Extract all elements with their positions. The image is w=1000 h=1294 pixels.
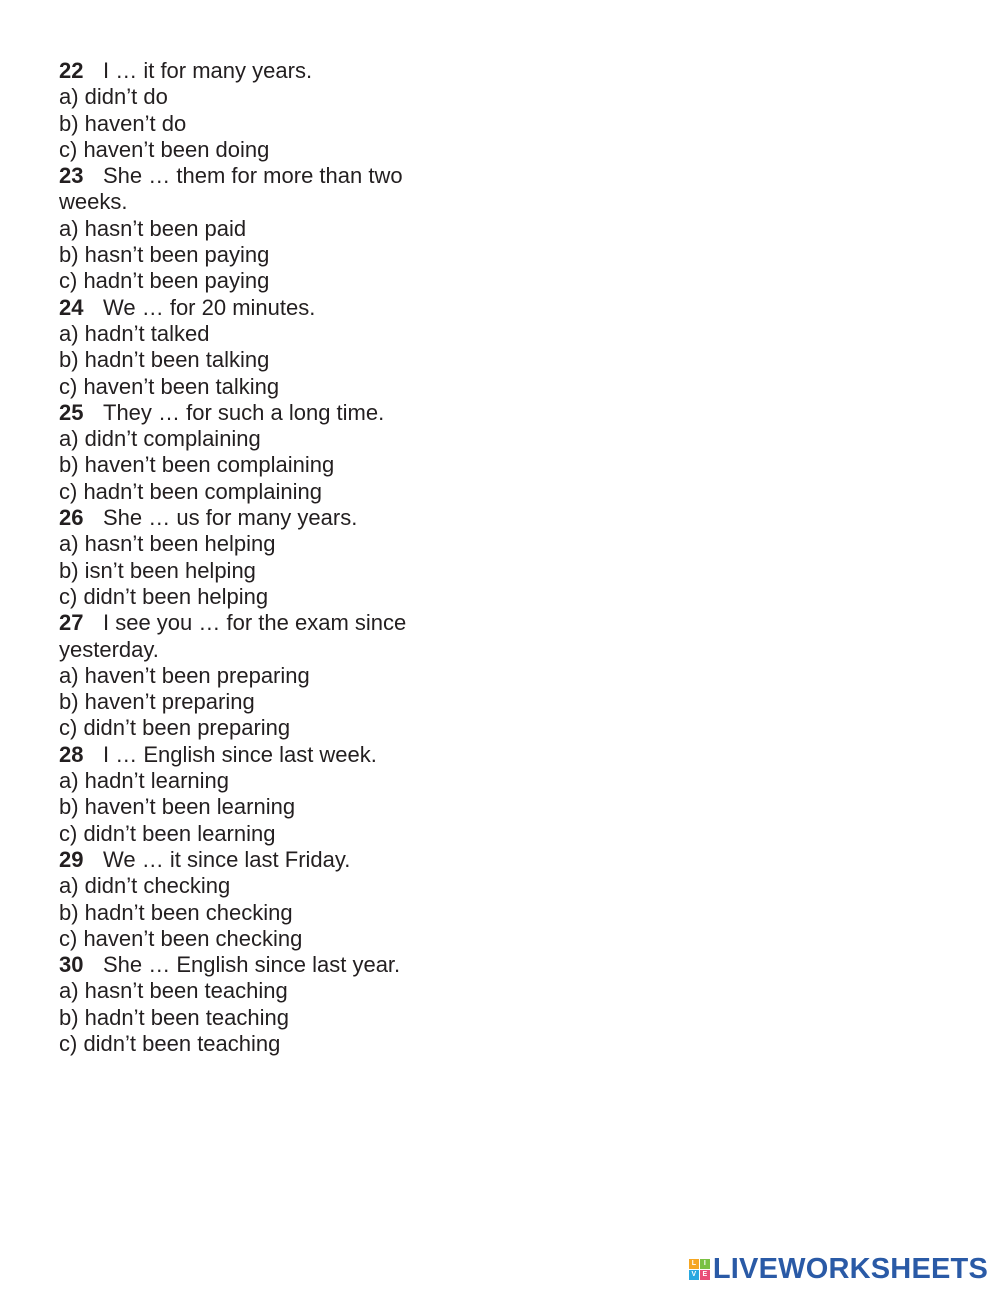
answer-option[interactable]: b) haven’t preparing xyxy=(59,689,255,715)
liveworksheets-logo-text: LIVEWORKSHEETS xyxy=(712,1252,988,1285)
answer-option[interactable]: c) haven’t been talking xyxy=(59,373,280,399)
question-number: 30 xyxy=(59,952,84,978)
question-text: I … it for many years. xyxy=(103,58,313,83)
question-number: 25 xyxy=(59,399,84,425)
question-text-continuation: weeks. xyxy=(59,189,128,215)
question-22 xyxy=(59,58,439,84)
question-number: 29 xyxy=(59,846,84,872)
question-number: 27 xyxy=(59,610,84,636)
question-number: 23 xyxy=(59,163,84,189)
question-28 xyxy=(59,742,439,768)
question-number: 28 xyxy=(59,741,84,767)
answer-option[interactable]: b) isn’t been helping xyxy=(59,557,256,583)
answer-option[interactable]: b) hadn’t been teaching xyxy=(59,1004,289,1030)
logo-mark-square: I xyxy=(700,1259,710,1269)
answer-option[interactable]: b) haven’t been learning xyxy=(59,794,296,820)
answer-option[interactable]: c) didn’t been preparing xyxy=(59,715,291,741)
question-text: I … English since last week. xyxy=(103,741,377,767)
answer-option[interactable]: c) haven’t been doing xyxy=(59,136,270,162)
question-29 xyxy=(59,847,439,873)
answer-option[interactable]: a) didn’t do xyxy=(59,84,168,110)
answer-option[interactable]: b) hadn’t been talking xyxy=(59,347,270,373)
answer-option[interactable]: c) didn’t been learning xyxy=(59,820,276,846)
question-27 xyxy=(59,610,439,636)
logo-mark-square: L xyxy=(689,1259,699,1269)
logo-mark-square: E xyxy=(700,1270,710,1280)
question-25 xyxy=(59,400,439,426)
worksheet-questions xyxy=(59,58,439,1057)
question-number: 24 xyxy=(59,294,84,320)
question-text: She … English since last year. xyxy=(103,952,401,978)
question-text: I see you … for the exam since xyxy=(103,610,407,636)
liveworksheets-logo xyxy=(689,1254,988,1284)
answer-option[interactable]: c) hadn’t been complaining xyxy=(59,478,322,504)
question-text-continuation: yesterday. xyxy=(59,636,159,662)
answer-option[interactable]: c) didn’t been helping xyxy=(59,583,269,609)
answer-option[interactable]: a) hadn’t learning xyxy=(59,768,230,794)
liveworksheets-logo-icon xyxy=(689,1259,710,1280)
question-text: They … for such a long time. xyxy=(103,399,385,425)
answer-option[interactable]: a) hasn’t been helping xyxy=(59,531,276,557)
question-text: She … us for many years. xyxy=(103,505,358,531)
question-26 xyxy=(59,505,439,531)
answer-option[interactable]: b) hasn’t been paying xyxy=(59,242,270,268)
answer-option[interactable]: b) haven’t do xyxy=(59,110,187,136)
question-number: 22 xyxy=(59,58,84,83)
answer-option[interactable]: a) didn’t complaining xyxy=(59,426,261,452)
logo-mark-square: V xyxy=(689,1270,699,1280)
question-24 xyxy=(59,295,439,321)
answer-option[interactable]: a) hadn’t talked xyxy=(59,320,210,346)
answer-option[interactable]: a) hasn’t been teaching xyxy=(59,978,288,1004)
answer-option[interactable]: c) hadn’t been paying xyxy=(59,268,270,294)
question-text: We … for 20 minutes. xyxy=(103,294,316,320)
answer-option[interactable]: a) didn’t checking xyxy=(59,873,231,899)
answer-option[interactable]: a) haven’t been preparing xyxy=(59,662,310,688)
answer-option[interactable]: b) hadn’t been checking xyxy=(59,899,293,925)
question-number: 26 xyxy=(59,505,84,531)
answer-option[interactable]: c) didn’t been teaching xyxy=(59,1030,281,1056)
answer-option[interactable]: a) hasn’t been paid xyxy=(59,215,247,241)
question-text: She … them for more than two xyxy=(103,163,403,189)
answer-option[interactable]: c) haven’t been checking xyxy=(59,925,303,951)
question-23 xyxy=(59,163,439,189)
question-text: We … it since last Friday. xyxy=(103,846,351,872)
question-30 xyxy=(59,952,439,978)
answer-option[interactable]: b) haven’t been complaining xyxy=(59,452,335,478)
